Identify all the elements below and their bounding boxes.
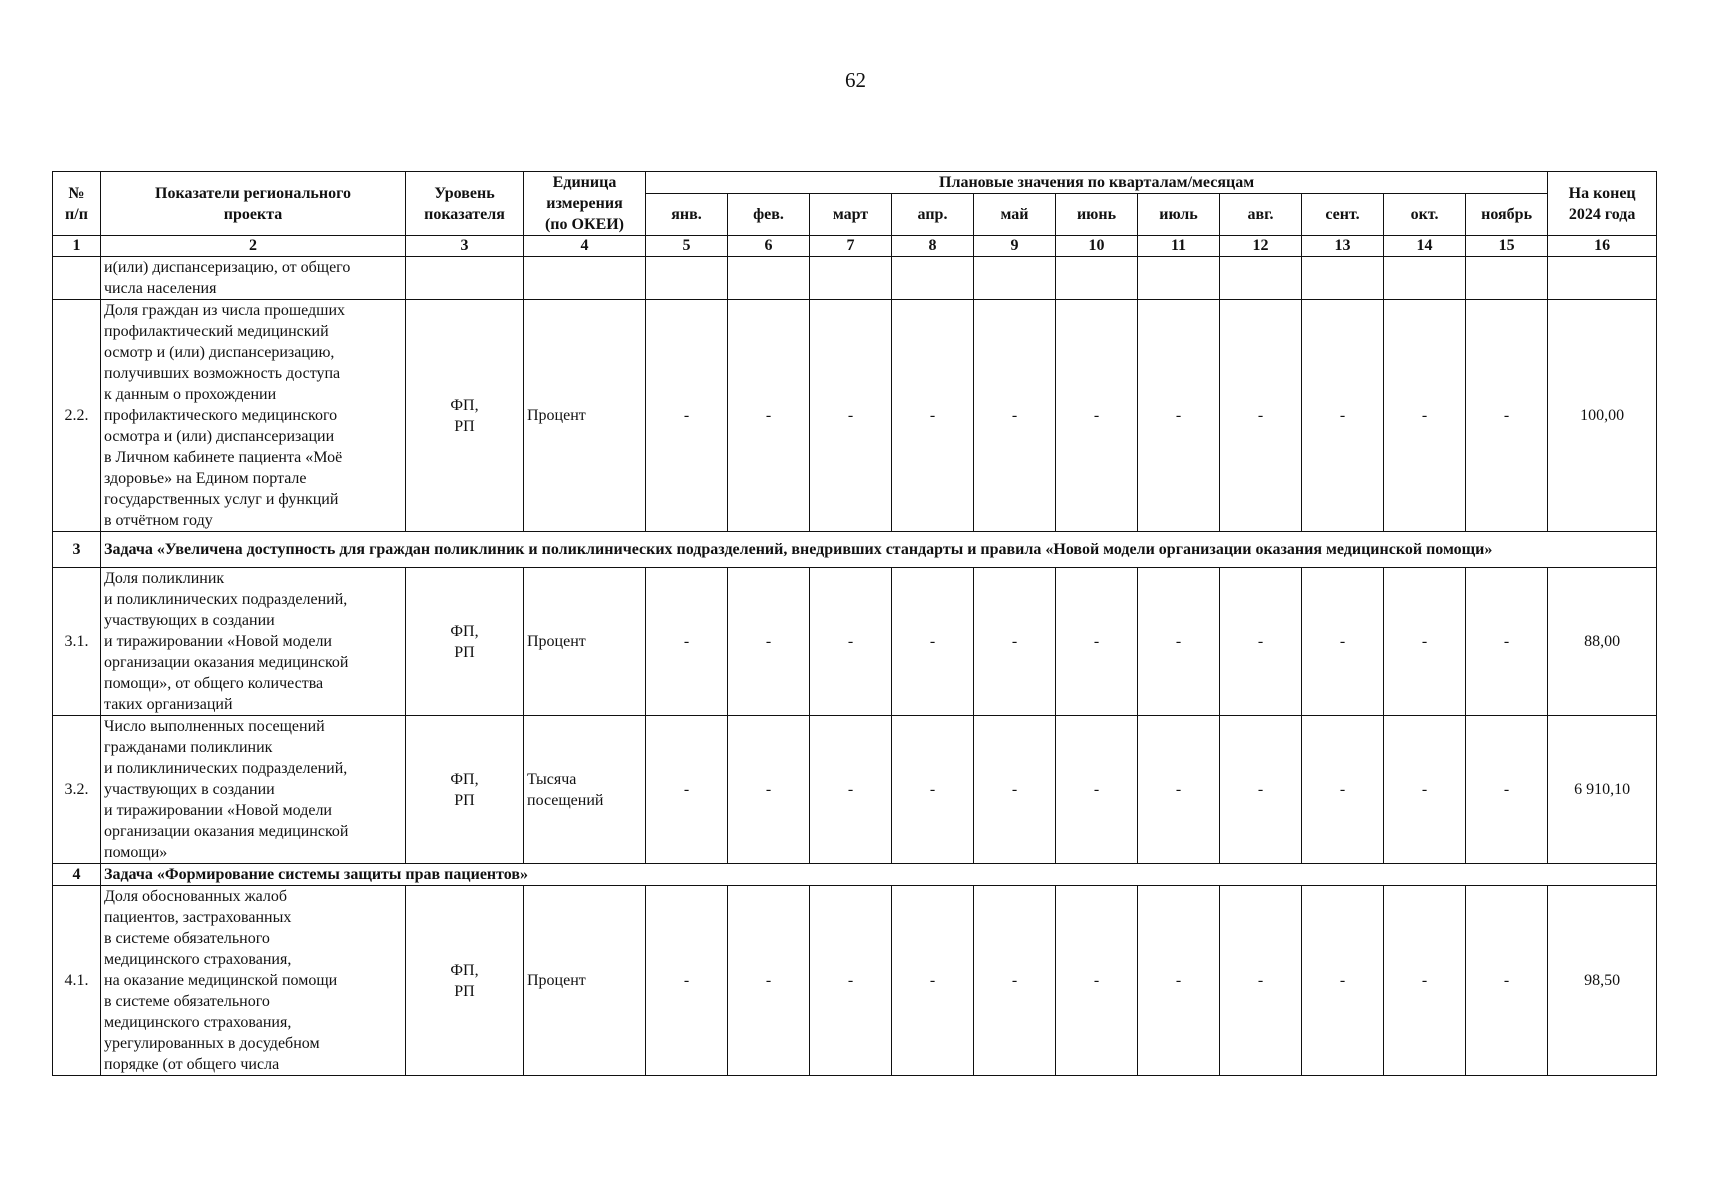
month-value [1056, 257, 1138, 300]
month-value: - [1302, 568, 1384, 716]
indicator-level: ФП, РП [406, 568, 524, 716]
header-indicator-name: Показатели регионального проекта [101, 172, 406, 236]
month-value: - [1138, 568, 1220, 716]
header-no: № п/п [53, 172, 101, 236]
month-value: - [1056, 716, 1138, 864]
header-month: июнь [1056, 194, 1138, 236]
month-value: - [646, 300, 728, 532]
month-value: - [728, 716, 810, 864]
task-title: Задача «Увеличена доступность для граждан поликлиник и поликлинических подразделений, внедривших стандарты и правила «Новой модели организации оказания медицинской помощи» [101, 532, 1657, 568]
indicator-unit [524, 257, 646, 300]
indicator-row [53, 300, 1657, 532]
month-value [1220, 257, 1302, 300]
column-number: 13 [1302, 236, 1384, 257]
column-numbers-row [53, 236, 1657, 257]
month-value: - [1384, 716, 1466, 864]
month-value: - [1220, 568, 1302, 716]
column-number: 4 [524, 236, 646, 257]
month-value: - [810, 300, 892, 532]
column-number: 5 [646, 236, 728, 257]
task-row [53, 532, 1657, 568]
month-value [810, 257, 892, 300]
month-value: - [1302, 716, 1384, 864]
header-end-of-year: На конец 2024 года [1548, 172, 1657, 236]
month-value [646, 257, 728, 300]
indicator-level: ФП, РП [406, 716, 524, 864]
month-value: - [1466, 716, 1548, 864]
month-value: - [1466, 886, 1548, 1076]
month-value [1384, 257, 1466, 300]
column-number: 14 [1384, 236, 1466, 257]
month-value: - [646, 716, 728, 864]
header-month: фев. [728, 194, 810, 236]
month-value: - [810, 716, 892, 864]
column-number: 15 [1466, 236, 1548, 257]
page-number: 62 [845, 68, 866, 92]
header-indicator-level: Уровень показателя [406, 172, 524, 236]
column-number: 7 [810, 236, 892, 257]
month-value: - [1138, 716, 1220, 864]
month-value [1466, 257, 1548, 300]
indicator-row [53, 716, 1657, 864]
indicator-name: Доля поликлиник и поликлинических подразделений, участвующих в создании и тиражировании «Новой модели организации оказания медицинской помощи», от общего количества таких организаций [101, 568, 406, 716]
indicator-name: и(или) диспансеризацию, от общего числа населения [101, 257, 406, 300]
indicator-level [406, 257, 524, 300]
month-value: - [1302, 886, 1384, 1076]
month-value: - [892, 568, 974, 716]
month-value: - [892, 716, 974, 864]
end-of-year-value: 100,00 [1548, 300, 1657, 532]
end-of-year-value: 6 910,10 [1548, 716, 1657, 864]
month-value: - [1056, 886, 1138, 1076]
month-value: - [1466, 568, 1548, 716]
column-number: 12 [1220, 236, 1302, 257]
month-value: - [1220, 716, 1302, 864]
indicator-level: ФП, РП [406, 886, 524, 1076]
end-of-year-value: 88,00 [1548, 568, 1657, 716]
month-value: - [810, 568, 892, 716]
indicator-number: 3.1. [53, 568, 101, 716]
header-month: авг. [1220, 194, 1302, 236]
month-value: - [1466, 300, 1548, 532]
month-value [728, 257, 810, 300]
indicator-name: Число выполненных посещений гражданами поликлиник и поликлинических подразделений, участвующих в создании и тиражировании «Новой модели организации оказания медицинской помощи» [101, 716, 406, 864]
month-value: - [810, 886, 892, 1076]
month-value: - [974, 716, 1056, 864]
month-value: - [728, 568, 810, 716]
end-of-year-value [1548, 257, 1657, 300]
month-value [1302, 257, 1384, 300]
header-unit: Единица измерения (по ОКЕИ) [524, 172, 646, 236]
indicator-number: 4.1. [53, 886, 101, 1076]
indicator-number: 3.2. [53, 716, 101, 864]
task-row [53, 864, 1657, 886]
month-value: - [1384, 886, 1466, 1076]
column-number: 6 [728, 236, 810, 257]
task-number: 4 [53, 864, 101, 886]
month-value: - [974, 886, 1056, 1076]
month-value: - [1138, 886, 1220, 1076]
column-number: 16 [1548, 236, 1657, 257]
indicator-name: Доля обоснованных жалоб пациентов, застрахованных в системе обязательного медицинского страхования, на оказание медицинской помощи в системе обязательного медицинского страхования, урегулированных в досудебном порядке (от общего числа [101, 886, 406, 1076]
column-number: 8 [892, 236, 974, 257]
end-of-year-value: 98,50 [1548, 886, 1657, 1076]
header-month: май [974, 194, 1056, 236]
column-number: 2 [101, 236, 406, 257]
indicator-row [53, 568, 1657, 716]
month-value: - [646, 568, 728, 716]
indicator-row [53, 257, 1657, 300]
column-number: 3 [406, 236, 524, 257]
plan-values-table [52, 171, 1657, 1076]
month-value [1138, 257, 1220, 300]
column-number: 10 [1056, 236, 1138, 257]
column-number: 11 [1138, 236, 1220, 257]
indicator-unit: Тысяча посещений [524, 716, 646, 864]
month-value [974, 257, 1056, 300]
task-number: 3 [53, 532, 101, 568]
month-value [892, 257, 974, 300]
header-month: июль [1138, 194, 1220, 236]
month-value: - [646, 886, 728, 1076]
indicator-level: ФП, РП [406, 300, 524, 532]
indicator-unit: Процент [524, 568, 646, 716]
month-value: - [1056, 300, 1138, 532]
column-number: 1 [53, 236, 101, 257]
month-value: - [1220, 300, 1302, 532]
indicator-name: Доля граждан из числа прошедших профилактический медицинский осмотр и (или) диспансеризацию, получивших возможность доступа к данным о прохождении профилактического медицинского осмотра и (или) диспансеризации в Личном кабинете пациента «Моё здоровье» на Едином портале государственных услуг и функций в отчётном году [101, 300, 406, 532]
month-value: - [1056, 568, 1138, 716]
month-value: - [1220, 886, 1302, 1076]
month-value: - [1384, 568, 1466, 716]
month-value: - [1138, 300, 1220, 532]
header-month: ноябрь [1466, 194, 1548, 236]
header-month: окт. [1384, 194, 1466, 236]
header-month: апр. [892, 194, 974, 236]
task-title: Задача «Формирование системы защиты прав пациентов» [101, 864, 1657, 886]
indicator-unit: Процент [524, 886, 646, 1076]
month-value: - [728, 886, 810, 1076]
indicator-number: 2.2. [53, 300, 101, 532]
month-value: - [1384, 300, 1466, 532]
header-month: сент. [1302, 194, 1384, 236]
header-month: март [810, 194, 892, 236]
column-number: 9 [974, 236, 1056, 257]
month-value: - [1302, 300, 1384, 532]
month-value: - [728, 300, 810, 532]
header-plan-values: Плановые значения по кварталам/месяцам [646, 172, 1548, 194]
month-value: - [974, 300, 1056, 532]
month-value: - [974, 568, 1056, 716]
header-month: янв. [646, 194, 728, 236]
indicator-row [53, 886, 1657, 1076]
indicator-number [53, 257, 101, 300]
indicator-unit: Процент [524, 300, 646, 532]
month-value: - [892, 886, 974, 1076]
month-value: - [892, 300, 974, 532]
